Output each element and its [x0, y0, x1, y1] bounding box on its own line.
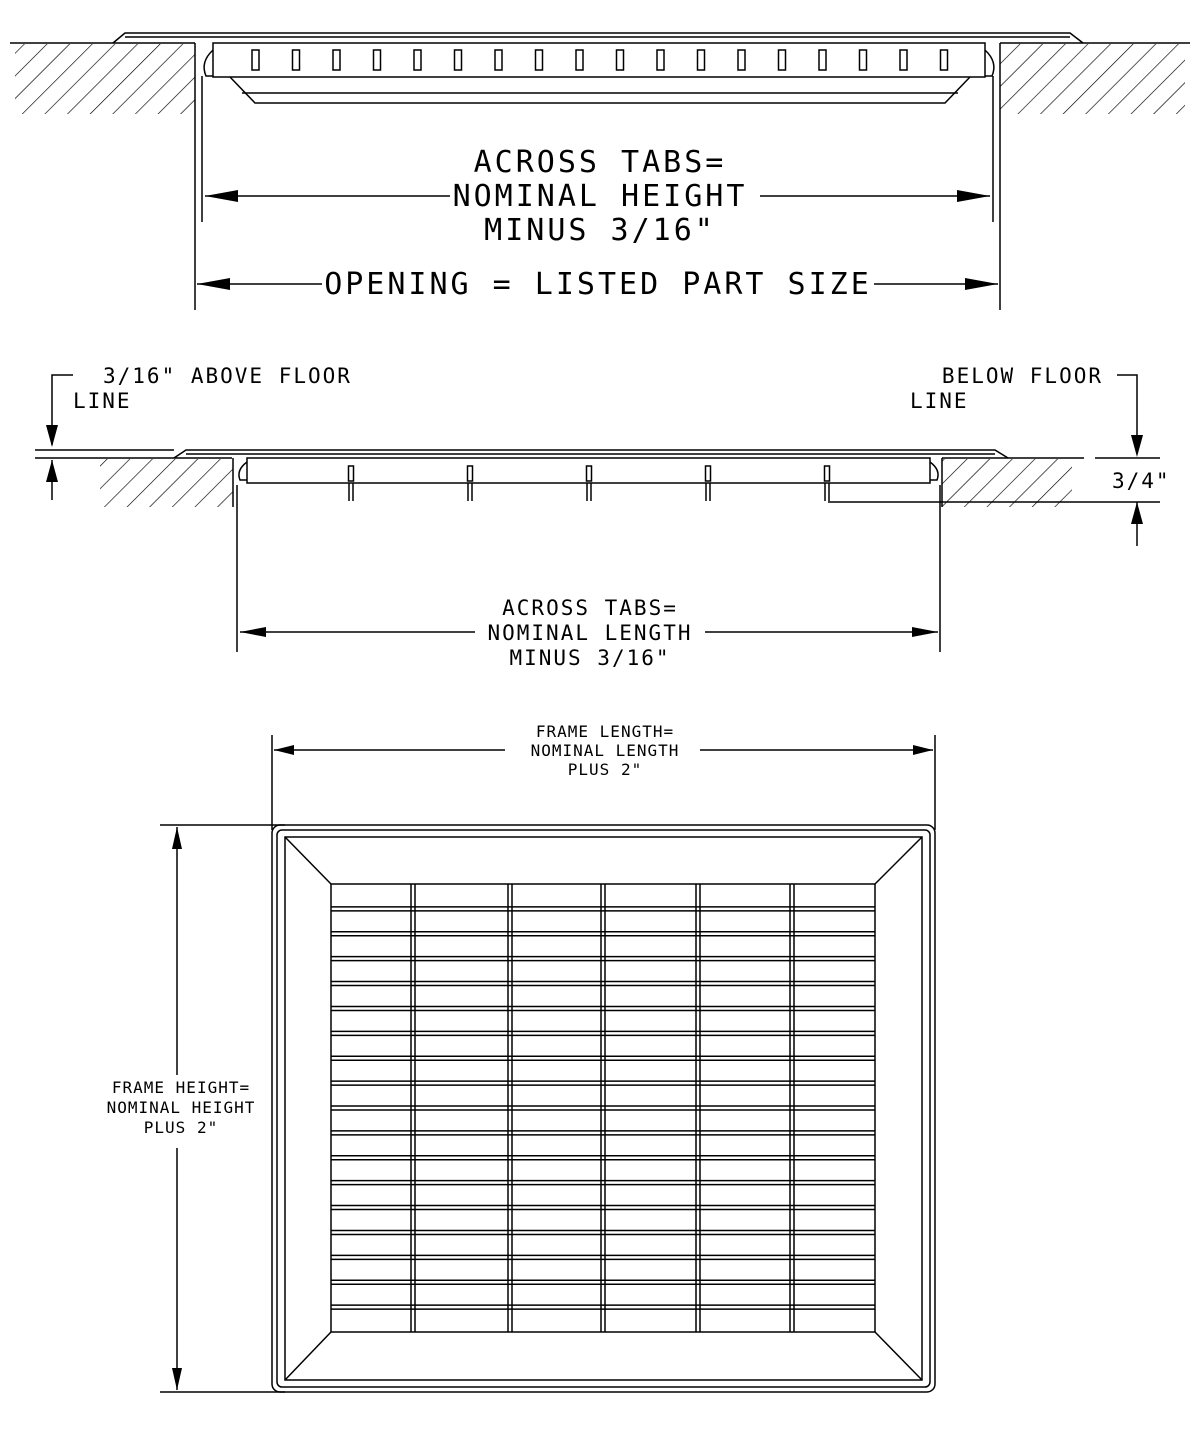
tab	[587, 466, 592, 481]
slot	[860, 50, 867, 70]
frame-height-line2: NOMINAL HEIGHT	[106, 1098, 256, 1117]
mid-across-tabs-line2: NOMINAL LENGTH	[487, 621, 693, 645]
slot	[779, 50, 786, 70]
slot	[252, 50, 259, 70]
slot	[698, 50, 705, 70]
frame-length-line2: NOMINAL LENGTH	[530, 741, 680, 760]
above-floor-line2: LINE	[73, 389, 132, 413]
mid-across-tabs-line3: MINUS 3/16"	[509, 646, 671, 670]
slot	[293, 50, 300, 70]
slot	[657, 50, 664, 70]
frame-height-line1: FRAME HEIGHT=	[111, 1078, 251, 1097]
slot	[576, 50, 583, 70]
tab	[825, 466, 830, 481]
frame-outer	[272, 825, 935, 1392]
slot	[495, 50, 502, 70]
slot	[617, 50, 624, 70]
above-floor-line1: 3/16" ABOVE FLOOR	[103, 364, 352, 388]
slot	[900, 50, 907, 70]
tab	[349, 466, 354, 481]
mid-across-tabs-line1: ACROSS TABS=	[502, 596, 678, 620]
slot	[738, 50, 745, 70]
depth-label: 3/4"	[1112, 469, 1171, 493]
slot	[536, 50, 543, 70]
top-across-tabs-line1: ACROSS TABS=	[473, 145, 727, 180]
below-floor-line2: LINE	[910, 389, 969, 413]
slot	[819, 50, 826, 70]
slot	[941, 50, 948, 70]
floor-hatch-left	[15, 44, 195, 114]
top-slots	[252, 50, 948, 70]
frame-length-line3: PLUS 2"	[567, 760, 643, 779]
slot	[455, 50, 462, 70]
tab	[706, 466, 711, 481]
slot	[333, 50, 340, 70]
floor-hatch-right	[1000, 44, 1185, 114]
below-floor-line1: BELOW FLOOR	[941, 364, 1103, 388]
top-across-tabs-line2: NOMINAL HEIGHT	[452, 179, 748, 214]
floor-hatch-middle-right	[942, 459, 1072, 507]
floor-hatch-middle-left	[100, 459, 233, 507]
register-body	[213, 43, 985, 77]
slot	[374, 50, 381, 70]
grille-bars	[331, 884, 875, 1332]
top-across-tabs-line3: MINUS 3/16"	[484, 213, 716, 248]
slot	[414, 50, 421, 70]
plan-view	[160, 735, 935, 1392]
opening-label: OPENING = LISTED PART SIZE	[324, 267, 872, 302]
register-flange	[113, 33, 1083, 43]
frame-length-line1: FRAME LENGTH=	[535, 722, 675, 741]
frame-height-line3: PLUS 2"	[143, 1118, 219, 1137]
tab	[468, 466, 473, 481]
